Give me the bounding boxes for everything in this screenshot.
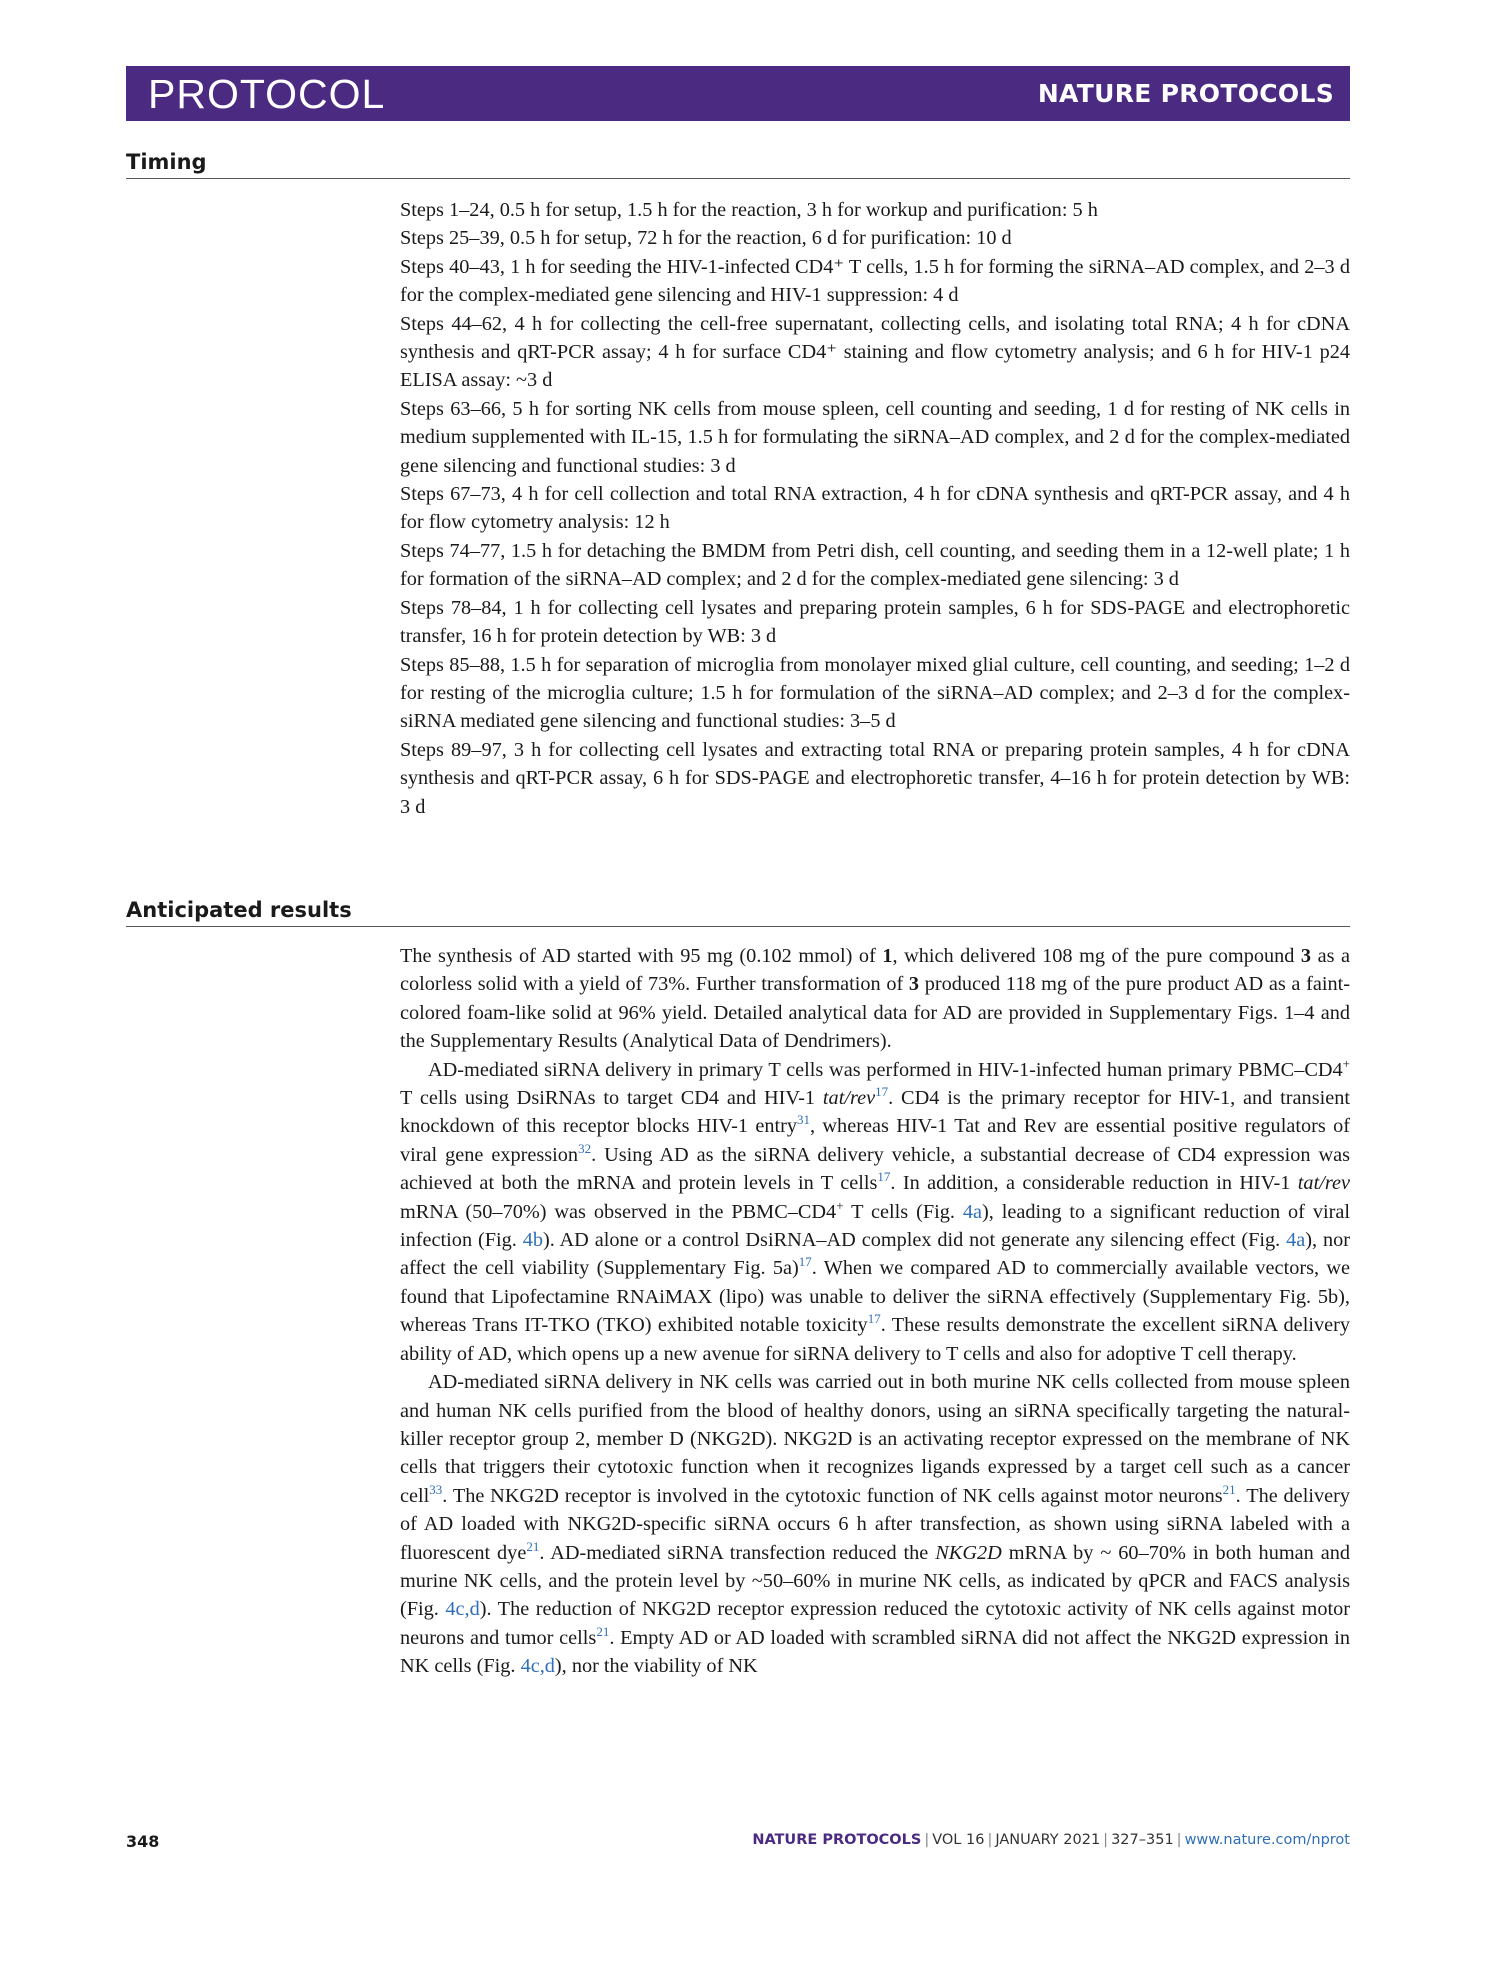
- footer-url-link[interactable]: www.nature.com/nprot: [1184, 1832, 1350, 1848]
- timing-line: Steps 44–62, 4 h for collecting the cell-free supernatant, collecting cells, and isolating total RNA; 4 h for cDNA synthesis and qRT-PCR assay; 4 h for surface CD4⁺ staining and flow cytometry analysis; and 6 h for HIV-1 p24 ELISA assay: ~3 d: [400, 312, 1350, 392]
- citation-link[interactable]: 17: [798, 1254, 812, 1270]
- timing-line: Steps 40–43, 1 h for seeding the HIV-1-infected CD4⁺ T cells, 1.5 h for forming the siRNA–AD complex, and 2–3 d for the complex-mediated gene silencing and HIV-1 suppression: 4 d: [400, 255, 1350, 307]
- timing-line: Steps 74–77, 1.5 h for detaching the BMDM from Petri dish, cell counting, and seeding them in a 12-well plate; 1 h for formation of the siRNA–AD complex; and 2 d for the complex-mediated gene silencing: 3 d: [400, 539, 1350, 591]
- figure-link[interactable]: 4a: [1286, 1229, 1306, 1252]
- timing-list: [400, 196, 1350, 821]
- journal-name-header: NATURE PROTOCOLS: [1037, 79, 1334, 108]
- footer-volume: VOL 16: [932, 1832, 985, 1848]
- citation-link[interactable]: 33: [429, 1481, 443, 1497]
- citation-link[interactable]: 21: [1222, 1481, 1236, 1497]
- timing-line: Steps 78–84, 1 h for collecting cell lysates and preparing protein samples, 6 h for SDS-PAGE and electrophoretic transfer, 16 h for protein detection by WB: 3 d: [400, 596, 1350, 648]
- timing-line: Steps 1–24, 0.5 h for setup, 1.5 h for the reaction, 3 h for workup and purification: 5 h: [400, 199, 1098, 221]
- page-number: 348: [126, 1832, 160, 1851]
- footer-journal: NATURE PROTOCOLS: [752, 1832, 922, 1848]
- footer-citation: NATURE PROTOCOLS | VOL 16 | JANUARY 2021 | 327–351 | www.nature.com/nprot: [752, 1832, 1350, 1848]
- figure-link[interactable]: 4b: [522, 1229, 543, 1252]
- citation-link[interactable]: 17: [877, 1169, 891, 1185]
- article-type-label: PROTOCOL: [148, 71, 386, 117]
- results-paragraph-2: AD-mediated siRNA delivery in primary T cells was performed in HIV-1-infected human primary PBMC–CD4+ T cells using DsiRNAs to target CD4 and HIV-1 tat/rev$^{17}$. CD4 is the primary receptor for HIV-1, and transient knockdown of this receptor blocks HIV-1 entry$^{31}$, whereas HIV-1 Tat and Rev are essential positive regulators of viral gene expression$^{32}$. Using AD as the siRNA delivery vehicle, a substantial decrease of CD4 expression was achieved at both the mRNA and protein levels in T cells$^{17}$. In addition, a considerable reduction in HIV-1 tat/rev mRNA (50–70%) was observed in the PBMC–CD4+ T cells (Fig. 4a), leading to a significant reduction of viral infection (Fig. 4b). AD alone or a control DsiRNA–AD complex did not generate any silencing effect (Fig. 4a), nor affect the cell viability (Supplementary Fig. 5a)$^{17}$. When we compared AD to commercially available vectors, we found that Lipofectamine RNAiMAX (lipo) was unable to deliver the siRNA effectively (Supplementary Fig. 5b), whereas Trans IT-TKO (TKO) exhibited notable toxicity$^{17}$. These results demonstrate the excellent siRNA delivery ability of AD, which opens up a new avenue for siRNA delivery to T cells and also for adoptive T cell therapy.: [400, 1055, 1350, 1365]
- header-banner: [126, 66, 1350, 121]
- results-paragraph-3: AD-mediated siRNA delivery in NK cells was carried out in both murine NK cells collected from mouse spleen and human NK cells purified from the blood of healthy donors, using an siRNA specifically targeting the natural-killer receptor group 2, member D (NKG2D). NKG2D is an activating receptor expressed on the membrane of NK cells that triggers their cytotoxic function when it recognizes ligands expressed by a target cell such as a cancer cell$^{33}$. The NKG2D receptor is involved in the cytotoxic function of NK cells against motor neurons$^{21}$. The delivery of AD loaded with NKG2D-specific siRNA occurs 6 h after transfection, as shown using siRNA labeled with a fluorescent dye$^{21}$. AD-mediated siRNA transfection reduced the NKG2D mRNA by ~ 60–70% in both human and murine NK cells, and the protein level by ~50–60% in murine NK cells, as indicated by qPCR and FACS analysis (Fig. 4c,d). The reduction of NKG2D receptor expression reduced the cytotoxic activity of NK cells against motor neurons and tumor cells$^{21}$. Empty AD or AD loaded with scrambled siRNA did not affect the NKG2D expression in NK cells (Fig. 4c,d), nor the viability of NK: [400, 1371, 1350, 1678]
- citation-link[interactable]: 17: [867, 1311, 881, 1327]
- timing-line: Steps 85–88, 1.5 h for separation of microglia from monolayer mixed glial culture, cell counting, and seeding; 1–2 d for resting of the microglia culture; 1.5 h for formulation of the siRNA–AD complex; and 2–3 d for the complex-siRNA mediated gene silencing and functional studies: 3–5 d: [400, 653, 1350, 733]
- anticipated-results-heading: Anticipated results: [126, 898, 1350, 927]
- timing-line: Steps 89–97, 3 h for collecting cell lysates and extracting total RNA or preparing protein samples, 4 h for cDNA synthesis and qRT-PCR assay, 6 h for SDS-PAGE and electrophoretic transfer, 4–16 h for protein detection by WB: 3 d: [400, 738, 1350, 818]
- citation-link[interactable]: 21: [526, 1538, 540, 1554]
- timing-line: Steps 63–66, 5 h for sorting NK cells from mouse spleen, cell counting and seeding, 1 d for resting of NK cells in medium supplemented with IL-15, 1.5 h for formulating the siRNA–AD complex, and 2 d for the complex-mediated gene silencing and functional studies: 3 d: [400, 397, 1350, 477]
- citation-link[interactable]: 21: [596, 1623, 610, 1639]
- citation-link[interactable]: 32: [578, 1141, 592, 1157]
- footer-pages: 327–351: [1111, 1832, 1174, 1848]
- figure-link[interactable]: 4a: [962, 1200, 983, 1223]
- citation-link[interactable]: 17: [875, 1084, 889, 1100]
- figure-link[interactable]: 4c,d: [520, 1655, 555, 1678]
- citation-link[interactable]: 31: [797, 1112, 810, 1128]
- results-paragraph-1: The synthesis of AD started with 95 mg (0.102 mmol) of 1, which delivered 108 mg of the pure compound 3 as a colorless solid with a yield of 73%. Further transformation of 3 produced 118 mg of the pure product AD as a faint-colored foam-like solid at 96% yield. Detailed analytical data for AD are provided in Supplementary Figs. 1–4 and the Supplementary Results (Analytical Data of Dendrimers).: [400, 945, 1350, 1053]
- figure-link[interactable]: 4c,d: [445, 1598, 480, 1621]
- results-body: [400, 942, 1350, 1681]
- footer-date: JANUARY 2021: [995, 1832, 1101, 1848]
- timing-heading: Timing: [126, 150, 1350, 179]
- timing-line: Steps 25–39, 0.5 h for setup, 72 h for the reaction, 6 d for purification: 10 d: [400, 227, 1012, 250]
- timing-line: Steps 67–73, 4 h for cell collection and total RNA extraction, 4 h for cDNA synthesis and qRT-PCR assay, and 4 h for flow cytometry analysis: 12 h: [400, 483, 1350, 534]
